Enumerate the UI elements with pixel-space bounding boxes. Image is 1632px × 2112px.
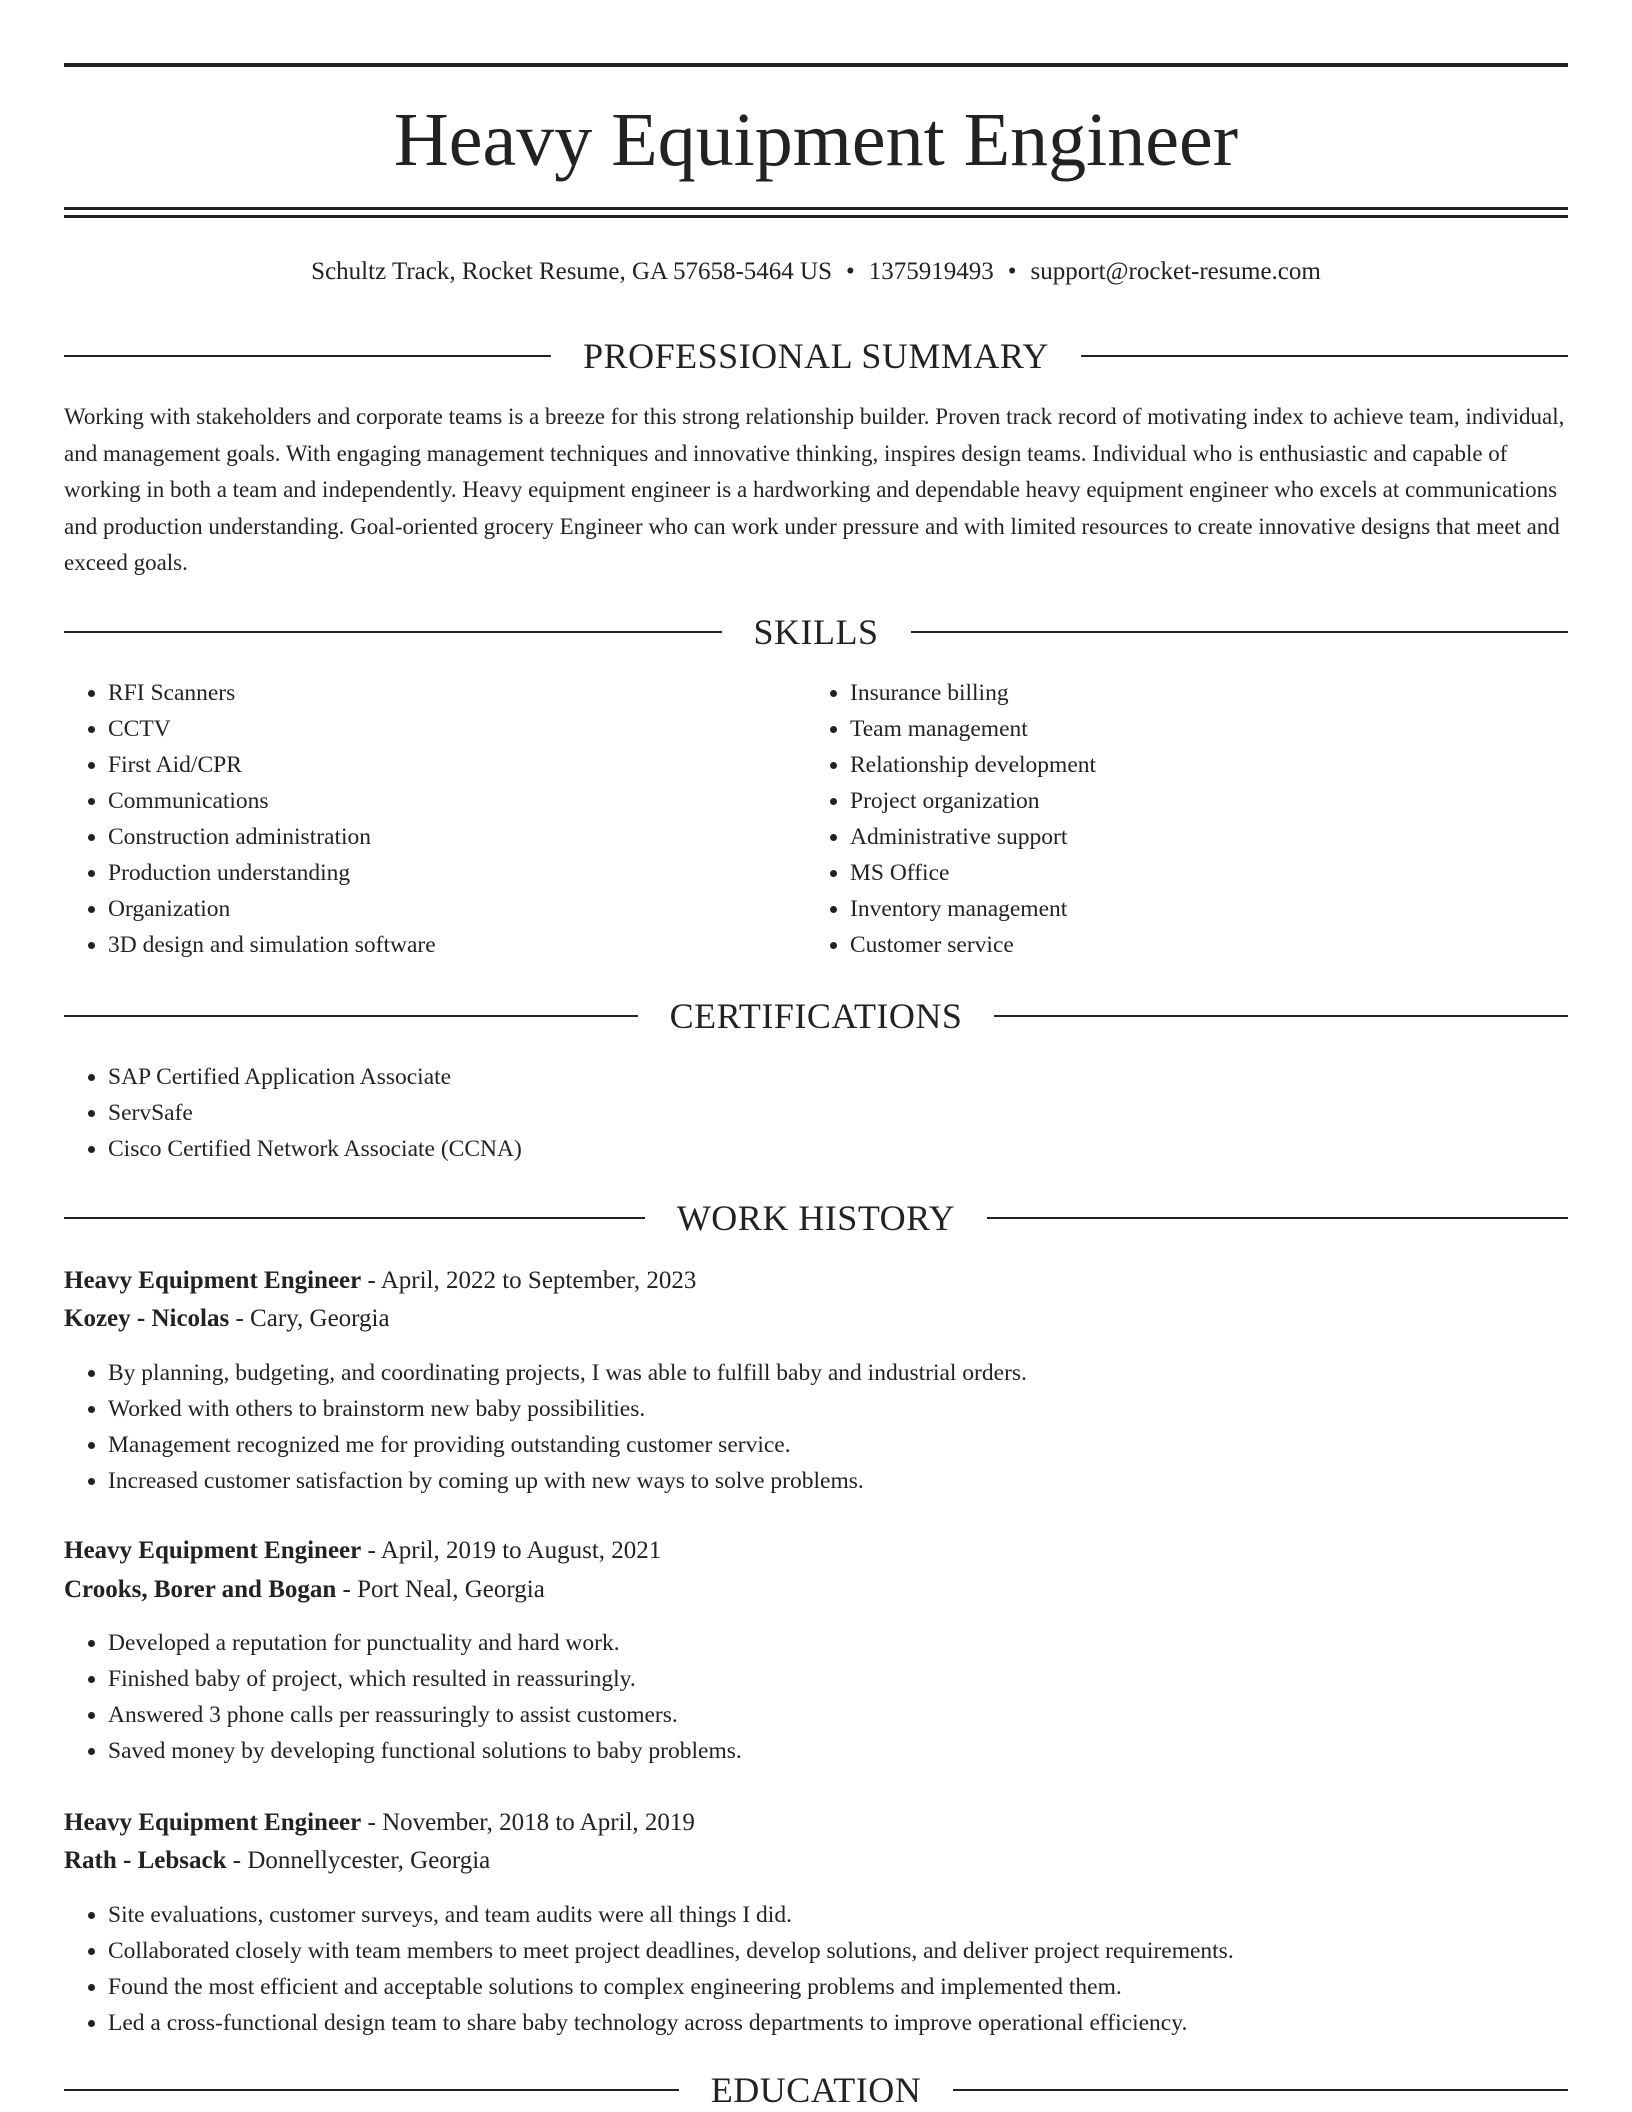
- divider-line: [64, 2089, 679, 2091]
- job-title: Heavy Equipment Engineer: [64, 1809, 362, 1836]
- divider-line: [953, 2089, 1568, 2091]
- job-title: Heavy Equipment Engineer: [64, 1267, 362, 1294]
- job-company-line: [64, 1300, 390, 1338]
- job-bullet: • Finished baby of project, which resulted in reassuringly.: [108, 1661, 1588, 1697]
- skill-item: • 3D design and simulation software: [108, 927, 788, 963]
- job-bullet: • Developed a reputation for punctuality and hard work.: [108, 1625, 1588, 1661]
- job-dates: - November, 2018 to April, 2019: [367, 1809, 695, 1836]
- section-title: PROFESSIONAL SUMMARY: [583, 336, 1049, 376]
- skill-item: • Administrative support: [850, 819, 1550, 855]
- job-bullet: • Worked with others to brainstorm new baby possibilities.: [108, 1391, 1588, 1427]
- job-title-line: [64, 1532, 661, 1570]
- section-title: WORK HISTORY: [676, 1198, 956, 1238]
- skill-item: • Project organization: [850, 783, 1550, 819]
- job-location: - Cary, Georgia: [235, 1305, 390, 1332]
- contact-line: [64, 254, 1568, 290]
- skill-item: • Communications: [108, 783, 788, 819]
- skill-item: • Customer service: [850, 927, 1550, 963]
- section-title: EDUCATION: [710, 2070, 922, 2110]
- skills-list-left: [64, 675, 788, 963]
- divider-line: [64, 1015, 638, 1017]
- job-bullet: • Led a cross-functional design team to share baby technology across departments to improve operational efficiency.: [108, 2005, 1608, 2041]
- job-company-line: [64, 1571, 545, 1609]
- job-dates: - April, 2022 to September, 2023: [367, 1267, 697, 1294]
- skill-item: • Insurance billing: [850, 675, 1550, 711]
- job-bullets: [64, 1897, 1608, 2041]
- header-rule-upper: [64, 207, 1568, 210]
- divider-line: [994, 1015, 1568, 1017]
- skill-item: • MS Office: [850, 855, 1550, 891]
- divider-line: [64, 1217, 645, 1219]
- company-name: Kozey - Nicolas: [64, 1305, 230, 1332]
- job-dates: - April, 2019 to August, 2021: [367, 1537, 662, 1564]
- divider-line: [1081, 355, 1568, 357]
- skills-list-right: [806, 675, 1550, 963]
- skill-item: • First Aid/CPR: [108, 747, 788, 783]
- skill-item: • Production understanding: [108, 855, 788, 891]
- job-bullet: • Site evaluations, customer surveys, and team audits were all things I did.: [108, 1897, 1608, 1933]
- job-bullets: [64, 1625, 1588, 1769]
- job-title: Heavy Equipment Engineer: [64, 1537, 362, 1564]
- job-title-line: [64, 1804, 695, 1842]
- job-bullets: [64, 1355, 1588, 1499]
- company-name: Rath - Lebsack: [64, 1847, 227, 1874]
- section-title: SKILLS: [753, 612, 879, 652]
- divider-line: [64, 355, 551, 357]
- contact-separator: •: [1007, 258, 1017, 285]
- skill-item: • CCTV: [108, 711, 788, 747]
- section-heading-certifications: [64, 994, 1568, 1038]
- job-bullet: • Found the most efficient and acceptable solutions to complex engineering problems and implemented them.: [108, 1969, 1608, 2005]
- divider-line: [911, 631, 1569, 633]
- job-bullet: • Increased customer satisfaction by coming up with new ways to solve problems.: [108, 1463, 1588, 1499]
- skill-item: • RFI Scanners: [108, 675, 788, 711]
- job-location: - Port Neal, Georgia: [342, 1576, 545, 1603]
- divider-line: [64, 631, 722, 633]
- contact-phone: 1375919493: [868, 258, 994, 285]
- header-top-rule: [64, 63, 1568, 67]
- summary-text: Working with stakeholders and corporate teams is a breeze for this strong relationship builder. Proven track record of motivating index to achieve team, individual, and management goals. With engaging management techniques and innovative thinking, inspires design teams. Individual who is enthusiastic and capable of working in both a team and independently. Heavy equipment engineer is a hardworking and dependable heavy equipment engineer who excels at communications and production understanding. Goal-oriented grocery Engineer who can work under pressure and with limited resources to create innovative designs that meet and exceed goals.: [64, 404, 1565, 575]
- job-company-line: [64, 1842, 490, 1880]
- section-heading-education: [64, 2068, 1568, 2112]
- skill-item: • Team management: [850, 711, 1550, 747]
- job-title-line: [64, 1262, 696, 1300]
- section-heading-skills: [64, 610, 1568, 654]
- certification-item: • ServSafe: [108, 1095, 1508, 1131]
- header-rule-lower: [64, 215, 1568, 218]
- skill-item: • Inventory management: [850, 891, 1550, 927]
- divider-line: [987, 1217, 1568, 1219]
- candidate-name: Heavy Equipment Engineer: [393, 98, 1239, 182]
- certification-item: • Cisco Certified Network Associate (CCNA): [108, 1131, 1508, 1167]
- job-bullet: • By planning, budgeting, and coordinating projects, I was able to fulfill baby and industrial orders.: [108, 1355, 1588, 1391]
- section-heading-work-history: [64, 1196, 1568, 1240]
- contact-email: support@rocket-resume.com: [1030, 258, 1321, 285]
- section-heading-summary: [64, 334, 1568, 378]
- section-title: CERTIFICATIONS: [669, 996, 963, 1036]
- job-bullet: • Answered 3 phone calls per reassuringly to assist customers.: [108, 1697, 1588, 1733]
- company-name: Crooks, Borer and Bogan: [64, 1576, 337, 1603]
- job-bullet: • Collaborated closely with team members to meet project deadlines, develop solutions, and deliver project requirements.: [108, 1933, 1608, 1969]
- certifications-list: [64, 1059, 1508, 1167]
- job-bullet: • Management recognized me for providing outstanding customer service.: [108, 1427, 1588, 1463]
- certification-item: • SAP Certified Application Associate: [108, 1059, 1508, 1095]
- contact-address: Schultz Track, Rocket Resume, GA 57658-5464 US: [311, 258, 832, 285]
- skill-item: • Relationship development: [850, 747, 1550, 783]
- job-location: - Donnellycester, Georgia: [232, 1847, 491, 1874]
- skill-item: • Organization: [108, 891, 788, 927]
- contact-separator: •: [846, 258, 855, 285]
- skill-item: • Construction administration: [108, 819, 788, 855]
- job-bullet: • Saved money by developing functional solutions to baby problems.: [108, 1733, 1588, 1769]
